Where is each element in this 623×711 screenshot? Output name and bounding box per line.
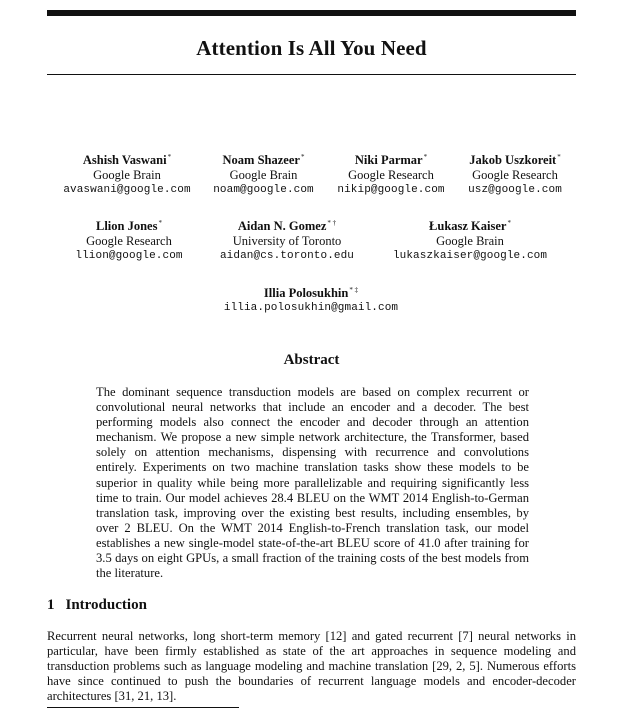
author-name: Llion Jones [96, 219, 158, 233]
author-block [68, 219, 190, 264]
footnote-rule [47, 707, 239, 708]
author-mark: * [557, 152, 561, 161]
author-email[interactable]: avaswani@google.com [63, 184, 191, 196]
introduction-text: Recurrent neural networks, long short-term memory [12] and gated recurrent [7] neural networks in particular, have been firmly established as state of the art approaches in sequence modeling and transduction problems such as language modeling and machine translation [29, 2, 5]. Numerous efforts have since continued to push the boundaries of recurrent language models and encoder-decoder architectures [31, 21, 13]. [47, 629, 576, 704]
author-mark: * [423, 152, 428, 161]
author-block [214, 219, 360, 264]
abstract-heading: Abstract [283, 352, 340, 368]
author-email[interactable]: illia.polosukhin@gmail.com [223, 302, 399, 314]
author-name: Illia Polosukhin [263, 286, 349, 300]
author-mark: * † [327, 218, 337, 227]
author-block [60, 153, 194, 198]
author-affiliation: Google Research [348, 168, 434, 182]
author-affiliation: University of Toronto [232, 234, 342, 248]
author-affiliation: Google Brain [93, 168, 161, 182]
author-name: Noam Shazeer [222, 153, 300, 167]
author-mark: * [507, 218, 511, 227]
section-number: 1 [47, 597, 55, 613]
author-block [210, 153, 317, 198]
author-name: Jakob Uszkoreit [469, 153, 557, 167]
paper-title: Attention Is All You Need [196, 36, 427, 60]
author-email[interactable]: usz@google.com [468, 184, 562, 196]
author-affiliation: Google Research [86, 234, 172, 248]
author-block [385, 219, 555, 264]
author-email[interactable]: noam@google.com [213, 184, 314, 196]
author-name: Łukasz Kaiser [429, 219, 507, 233]
author-affiliation: Google Brain [436, 234, 504, 248]
author-name: Niki Parmar [354, 153, 423, 167]
section-title: Introduction [65, 597, 147, 613]
abstract-text: The dominant sequence transduction models are based on complex recurrent or convolutional neural networks that include an encoder and a decoder. The best performing models also connect the encoder and decoder through an attention mechanism. We propose a new simple network architecture, the Transformer, based solely on attention mechanisms, dispensing with recurrence and convolutions entirely. Experiments on two machine translation tasks show these models to be superior in quality while being more parallelizable and requiring significantly less time to train. Our model achieves 28.4 BLEU on the WMT 2014 English-to-German translation task, improving over the existing best results, including ensembles, by over 2 BLEU. On the WMT 2014 English-to-French translation task, our model establishes a new single-model state-of-the-art BLEU score of 41.0 after training for 3.5 days on eight GPUs, a small fraction of the training costs of the best models from the literature. [96, 385, 529, 581]
author-affiliation: Google Brain [229, 168, 298, 182]
author-mark: * [167, 152, 172, 161]
section-heading [47, 597, 147, 614]
author-block [211, 286, 411, 316]
author-email[interactable]: llion@google.com [75, 250, 183, 262]
title-bottom-rule [47, 74, 576, 75]
author-name: Aidan N. Gomez [237, 219, 327, 233]
author-email[interactable]: aidan@cs.toronto.edu [219, 250, 355, 262]
author-name: Ashish Vaswani [82, 153, 167, 167]
author-affiliation: Google Research [472, 168, 558, 182]
author-block [332, 153, 450, 198]
title-top-rule [47, 10, 576, 16]
author-mark: * [158, 218, 162, 227]
author-block [464, 153, 566, 198]
author-mark: * [300, 152, 305, 161]
author-email[interactable]: lukaszkaiser@google.com [392, 250, 548, 262]
author-mark: * ‡ [349, 285, 359, 294]
author-email[interactable]: nikip@google.com [337, 184, 445, 196]
